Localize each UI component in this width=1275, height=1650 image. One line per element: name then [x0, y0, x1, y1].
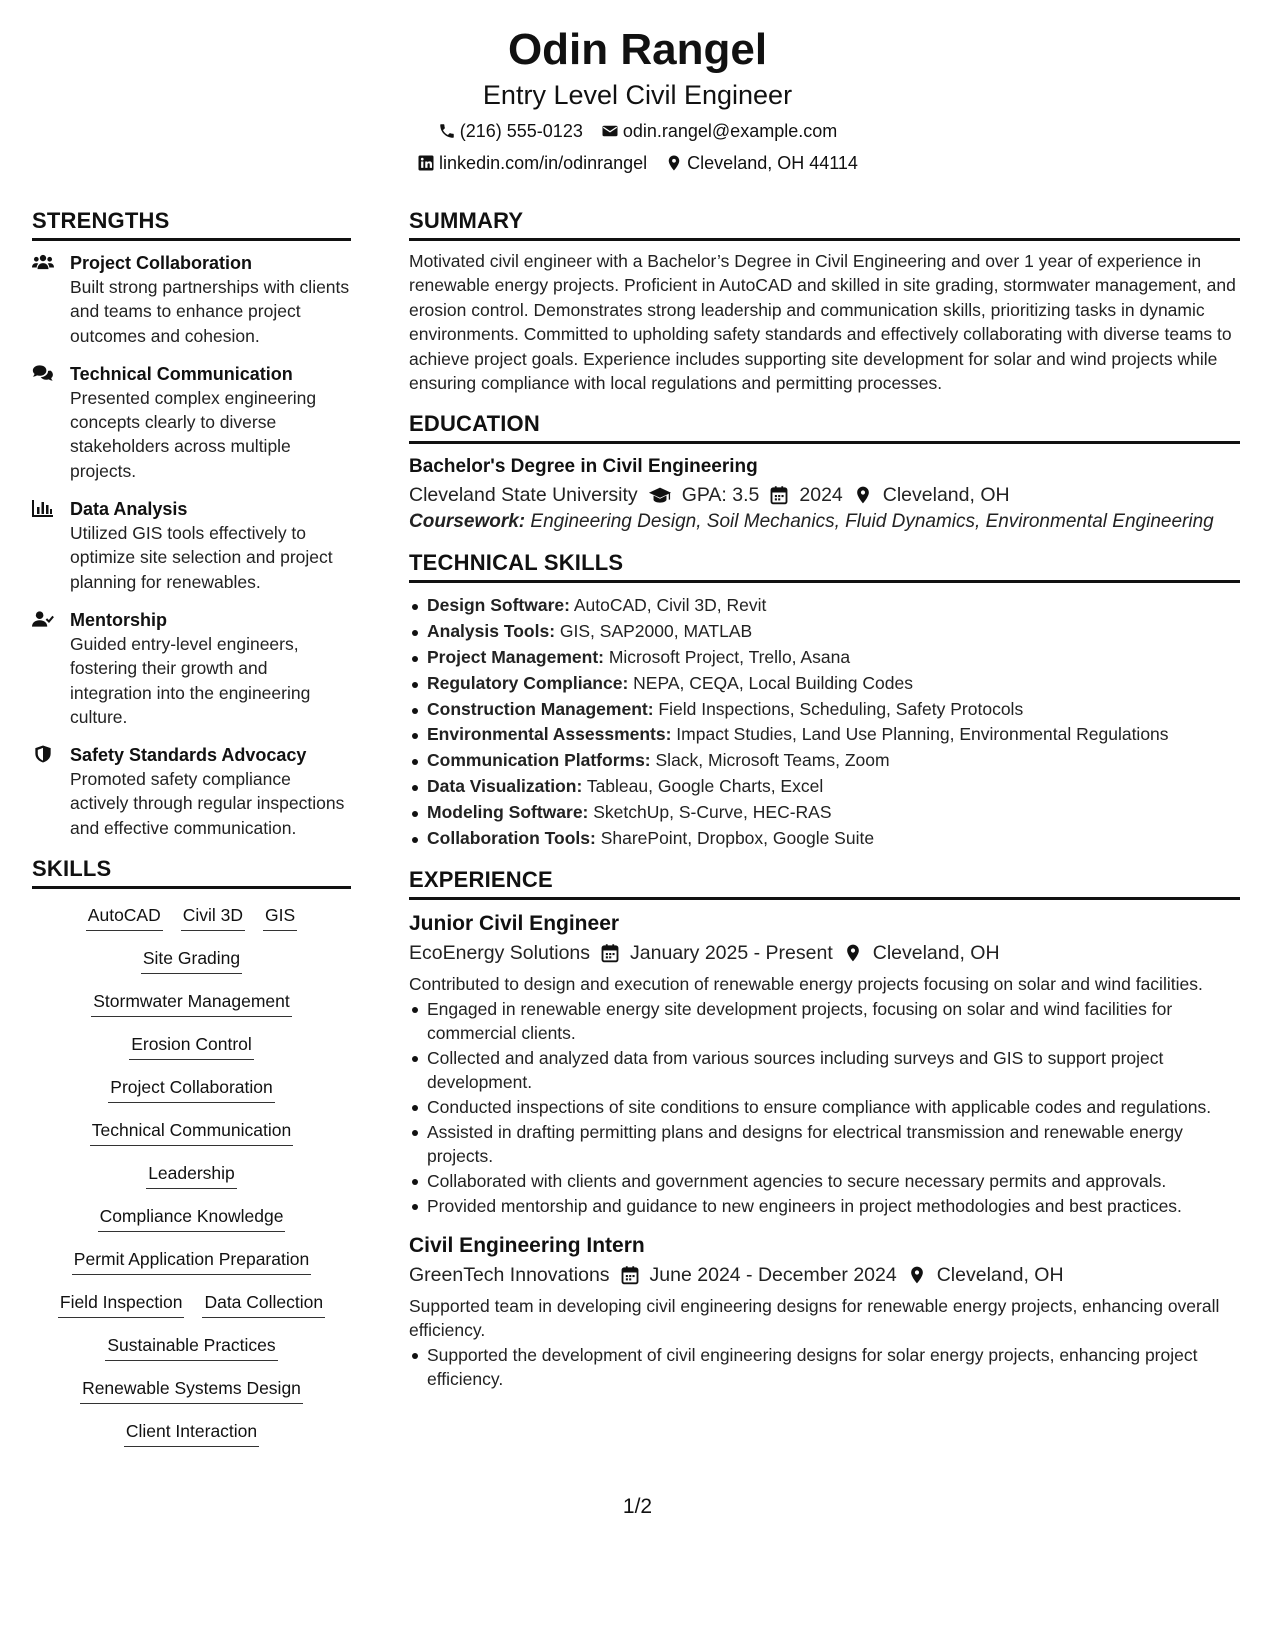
strength-title: Project Collaboration — [70, 253, 253, 273]
summary-text: Motivated civil engineer with a Bachelor’s Degree in Civil Engineering and over 1 year of experience in renewable energy projects. Proficient in AutoCAD and skilled in site grading, stormwater management, and erosion control. Demonstrates strong leadership and communication skills, prioritizing tasks in dynamic environments. Committed to upholding safety standards and effectively collaborating with diverse teams to achieve project goals. Experience includes supporting site development for solar and wind projects while ensuring compliance with local regulations and permitting processes. — [409, 251, 1236, 394]
calendar-icon — [769, 485, 789, 505]
tech-skill-value: Field Inspections, Scheduling, Safety Protocols — [653, 698, 1024, 719]
job-dates: January 2025 - Present — [630, 942, 833, 965]
phone-text: (216) 555-0123 — [459, 121, 583, 141]
coursework-list: Engineering Design, Soil Mechanics, Fluid Dynamics, Environmental Engineering — [525, 511, 1214, 533]
list-item — [409, 697, 1240, 723]
tech-skill-value: SharePoint, Dropbox, Google Suite — [595, 827, 875, 848]
right-column — [409, 206, 1240, 1392]
skills-heading: SKILLS — [32, 854, 351, 889]
job-location: Cleveland, OH — [872, 942, 1000, 965]
skill-tag: Data Collection — [202, 1290, 325, 1318]
strength-desc: Utilized GIS tools effectively to optimize site selection and project planning for renewables. — [70, 523, 333, 592]
education-heading: EDUCATION — [409, 409, 1240, 444]
technical-skills-list — [409, 593, 1240, 851]
list-item — [409, 645, 1240, 671]
users-icon — [32, 253, 56, 273]
strength-title: Technical Communication — [70, 363, 293, 384]
job-location: Cleveland, OH — [936, 1263, 1064, 1286]
location-contact — [665, 152, 858, 174]
strength-desc: Promoted safety compliance actively through regular inspections and effective communication. — [70, 769, 345, 838]
job-title: Junior Civil Engineer — [409, 912, 620, 936]
tech-skill-value: Slack, Microsoft Teams, Zoom — [650, 750, 890, 771]
job-summary: Supported team in developing civil engineering designs for renewable energy projects, enhancing overall efficiency. — [409, 1295, 1220, 1341]
strength-desc: Built strong partnerships with clients and teams to enhance project outcomes and cohesion. — [70, 277, 350, 346]
job-meta — [409, 938, 1240, 968]
strength-item — [32, 743, 351, 840]
tech-skill-value: GIS, SAP2000, MATLAB — [555, 621, 753, 642]
job-summary: Contributed to design and execution of renewable energy projects focusing on solar and wind facilities. — [409, 974, 1203, 995]
school-location: Cleveland, OH — [882, 484, 1010, 507]
map-pin-icon — [843, 943, 863, 963]
shield-icon — [32, 745, 56, 765]
tech-skill-label: Data Visualization: — [427, 776, 583, 797]
gpa-text: GPA: 3.5 — [681, 484, 760, 507]
list-item — [409, 619, 1240, 645]
degree-title: Bachelor's Degree in Civil Engineering — [409, 456, 758, 478]
tech-skill-label: Project Management: — [427, 647, 604, 668]
tech-skill-label: Environmental Assessments: — [427, 724, 672, 745]
strengths-heading: STRENGTHS — [32, 206, 351, 241]
school-name: Cleveland State University — [409, 484, 638, 507]
list-item — [409, 671, 1240, 697]
job-dates: June 2024 - December 2024 — [649, 1263, 897, 1286]
list-item: Conducted inspections of site conditions to ensure compliance with applicable codes and regulations. — [409, 1095, 1240, 1119]
comments-icon — [32, 364, 56, 384]
strength-title: Safety Standards Advocacy — [70, 745, 307, 766]
email-contact[interactable] — [601, 120, 837, 142]
tech-skill-value: Microsoft Project, Trello, Asana — [603, 647, 851, 668]
coursework — [409, 510, 1240, 534]
list-item: Provided mentorship and guidance to new engineers in project methodologies and best practices. — [409, 1194, 1240, 1218]
calendar-icon — [600, 943, 620, 963]
tech-skill-label: Design Software: — [427, 595, 570, 616]
list-item: Assisted in drafting permitting plans and designs for electrical transmission and renewable energy projects. — [409, 1120, 1240, 1168]
map-pin-icon — [853, 485, 873, 505]
skill-tag: Civil 3D — [181, 903, 245, 931]
contact-row-1 — [0, 120, 1275, 142]
skill-tag: Renewable Systems Design — [80, 1376, 303, 1404]
resume-header — [0, 22, 1275, 174]
tech-skill-label: Modeling Software: — [427, 801, 589, 822]
job-entry — [409, 1232, 1240, 1391]
tech-skill-label: Communication Platforms: — [427, 750, 651, 771]
strength-desc: Presented complex engineering concepts clearly to diverse stakeholders across multiple projects. — [70, 387, 317, 481]
list-item — [409, 826, 1240, 852]
tech-skill-value: SketchUp, S-Curve, HEC-RAS — [588, 801, 832, 822]
list-item — [409, 722, 1240, 748]
strength-item — [32, 608, 351, 729]
envelope-icon — [601, 122, 619, 140]
tech-skill-value: NEPA, CEQA, Local Building Codes — [628, 672, 913, 693]
job-bullets — [409, 1343, 1240, 1391]
linkedin-icon — [417, 154, 435, 172]
list-item: Supported the development of civil engineering designs for solar energy projects, enhancing project efficiency. — [409, 1343, 1240, 1391]
strength-desc: Guided entry-level engineers, fostering their growth and integration into the engineering culture. — [70, 633, 311, 727]
company-name: GreenTech Innovations — [409, 1263, 610, 1286]
tech-skill-label: Construction Management: — [427, 698, 654, 719]
skills-list — [32, 899, 351, 1462]
list-item — [409, 774, 1240, 800]
job-bullets — [409, 997, 1240, 1218]
coursework-label: Coursework: — [409, 511, 526, 533]
skill-tag: Stormwater Management — [91, 989, 291, 1017]
job-title: Civil Engineering Intern — [409, 1233, 645, 1257]
skill-tag: Compliance Knowledge — [98, 1204, 286, 1232]
candidate-title: Entry Level Civil Engineer — [482, 80, 793, 110]
skill-tag: Field Inspection — [58, 1290, 185, 1318]
email-text[interactable]: odin.rangel@example.com — [622, 121, 838, 141]
graduation-cap-icon — [648, 485, 672, 505]
strength-item — [32, 497, 351, 594]
tech-skill-value: Impact Studies, Land Use Planning, Environmental Regulations — [671, 724, 1169, 745]
list-item: Collaborated with clients and government agencies to secure necessary permits and approvals. — [409, 1169, 1240, 1193]
tech-skill-label: Collaboration Tools: — [427, 827, 596, 848]
job-meta — [409, 1260, 1240, 1290]
education-meta — [409, 480, 1240, 510]
skill-tag: AutoCAD — [86, 903, 163, 931]
skill-tag: GIS — [263, 903, 297, 931]
page-number: 1/2 — [622, 1495, 653, 1518]
skill-tag: Project Collaboration — [108, 1075, 274, 1103]
list-item: Collected and analyzed data from various sources including surveys and GIS to support project development. — [409, 1046, 1240, 1094]
list-item: Engaged in renewable energy site development projects, focusing on solar and wind facilities for commercial clients. — [409, 997, 1240, 1045]
skill-tag: Permit Application Preparation — [72, 1247, 311, 1275]
linkedin-contact[interactable] — [417, 152, 647, 174]
user-check-icon — [32, 610, 56, 630]
bar-chart-icon — [32, 499, 56, 519]
phone-contact — [438, 120, 583, 142]
calendar-icon — [620, 1265, 640, 1285]
graduation-year: 2024 — [799, 484, 843, 507]
skill-tag: Site Grading — [141, 946, 242, 974]
tech-skill-label: Analysis Tools: — [427, 621, 556, 642]
job-entry — [409, 910, 1240, 1217]
experience-heading: EXPERIENCE — [409, 865, 1240, 900]
strength-item — [32, 362, 351, 483]
candidate-name: Odin Rangel — [507, 25, 768, 74]
skill-tag: Leadership — [146, 1161, 237, 1189]
skill-tag: Erosion Control — [129, 1032, 254, 1060]
tech-skill-label: Regulatory Compliance: — [427, 672, 629, 693]
company-name: EcoEnergy Solutions — [409, 942, 591, 965]
skill-tag: Sustainable Practices — [105, 1333, 277, 1361]
strength-title: Data Analysis — [70, 499, 188, 520]
contact-row-2 — [0, 152, 1275, 174]
linkedin-text[interactable]: linkedin.com/in/odinrangel — [439, 153, 648, 173]
strength-title: Mentorship — [70, 609, 167, 630]
phone-icon — [438, 122, 456, 140]
skill-tag: Technical Communication — [90, 1118, 293, 1146]
tech-skill-value: Tableau, Google Charts, Excel — [582, 776, 824, 797]
list-item — [409, 800, 1240, 826]
tech-skill-value: AutoCAD, Civil 3D, Revit — [569, 595, 767, 616]
left-column — [32, 206, 351, 1462]
location-text: Cleveland, OH 44114 — [687, 153, 858, 173]
map-pin-icon — [907, 1265, 927, 1285]
strength-item — [32, 251, 351, 348]
technical-skills-heading: TECHNICAL SKILLS — [409, 548, 1240, 583]
summary-heading: SUMMARY — [409, 206, 1240, 241]
map-pin-icon — [665, 154, 683, 172]
list-item — [409, 593, 1240, 619]
skill-tag: Client Interaction — [124, 1419, 259, 1447]
list-item — [409, 748, 1240, 774]
